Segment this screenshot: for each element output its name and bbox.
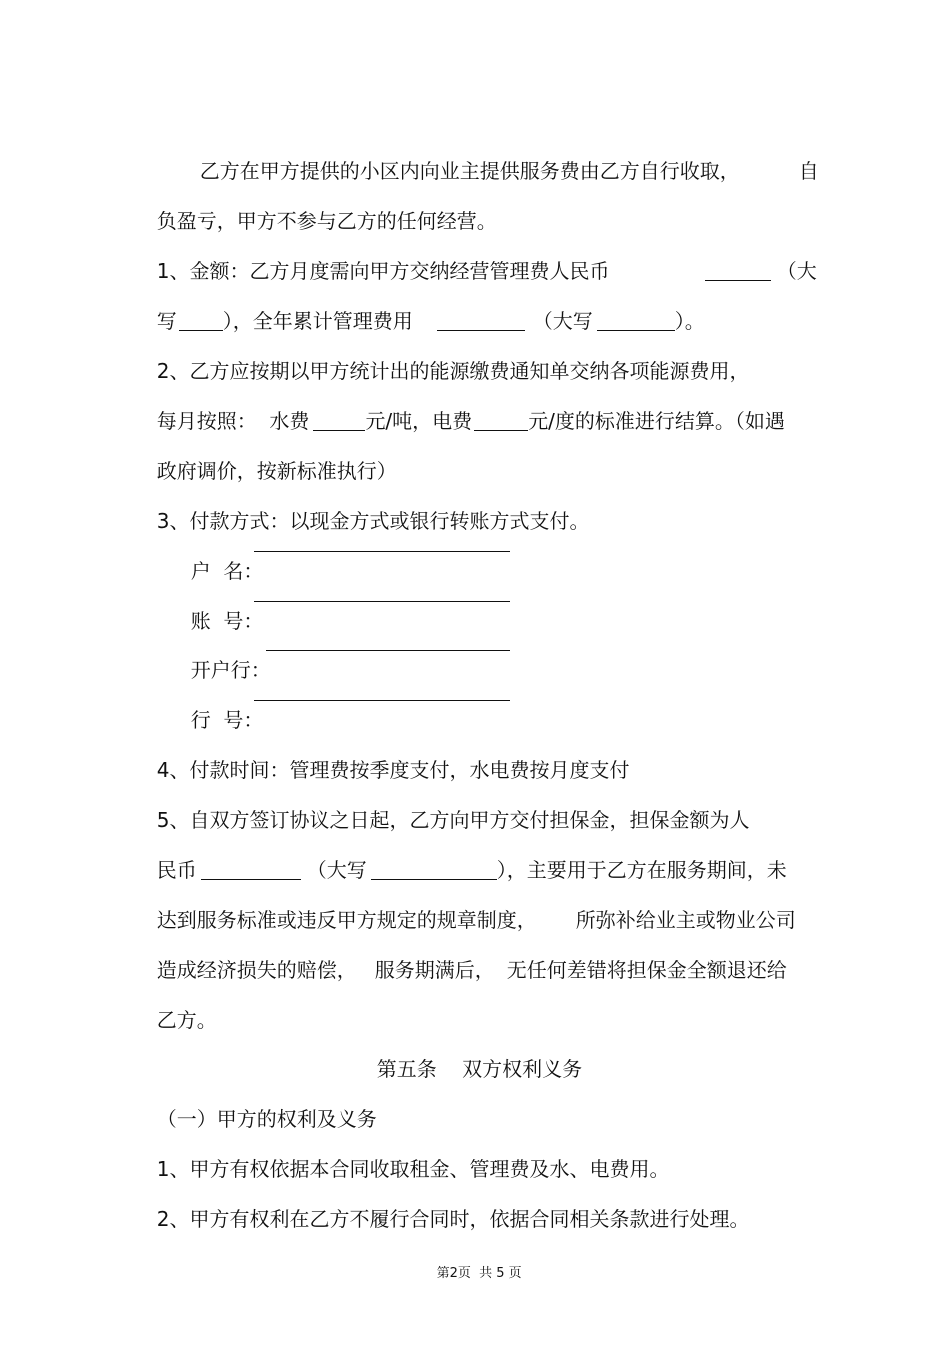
deposit-capital-blank[interactable]: [371, 859, 497, 880]
clause-5-text-2b: （大写: [306, 858, 367, 882]
clause-5-text-4c: 无任何差错将担保金全额退还给: [506, 958, 787, 982]
deposit-amount-blank[interactable]: [201, 859, 301, 880]
clause-1-line-2: [144, 279, 413, 333]
account-name-blank[interactable]: [254, 551, 510, 552]
intro-text-2: 负盈亏，甲方不参与乙方的任何经营。: [156, 209, 497, 233]
clause-5-line-4-end: [494, 928, 787, 982]
article-5-item-2-text: 2、甲方有权利在乙方不履行合同时，依据合同相关条款进行处理。: [156, 1207, 750, 1231]
intro-line-1-end: [786, 129, 819, 183]
intro-text-1a: 乙方在甲方提供的小区内向业主提供服务费由乙方自行收取，: [199, 159, 740, 183]
clause-1-text-2b: ），全年累计管理费用: [222, 309, 413, 333]
account-number-row: [178, 579, 518, 633]
clause-1-line-1-end: [764, 229, 817, 283]
intro-line-1: [187, 129, 740, 183]
page-number: 第2页 共 5 页: [436, 1266, 522, 1281]
clause-2-text-1: 2、乙方应按期以甲方统计出的能源缴费通知单交纳各项能源费用，: [156, 359, 750, 383]
account-number-blank[interactable]: [254, 601, 510, 602]
monthly-fee-capital-blank[interactable]: [179, 310, 223, 331]
clause-2-line-3: [144, 429, 397, 483]
clause-5-text-3a: 达到服务标准或违反甲方规定的规章制度，: [156, 908, 537, 932]
clause-1-text-1b: （大: [776, 259, 817, 283]
clause-5-text-4b: 服务期满后，: [374, 958, 495, 982]
clause-5-text-2a: 民币: [156, 858, 197, 882]
electric-fee-blank[interactable]: [474, 410, 528, 431]
clause-2-line-1: [144, 329, 750, 383]
article-5-title: [364, 1027, 583, 1081]
bank-branch-blank[interactable]: [266, 650, 510, 651]
article-5-item-1-text: 1、甲方有权依据本合同收取租金、管理费及水、电费用。: [156, 1157, 670, 1181]
annual-fee-blank[interactable]: [437, 310, 525, 331]
clause-5-text-5: 乙方。: [156, 1008, 217, 1032]
annual-fee-capital-blank[interactable]: [597, 310, 675, 331]
clause-5-text-2c: ），主要用于乙方在服务期间，未: [496, 858, 787, 882]
clause-3-line-1: [144, 479, 590, 533]
clause-2-line-2: [144, 379, 785, 433]
bank-code-row: [178, 678, 518, 732]
clause-4-line-1: [144, 728, 630, 782]
clause-5-text-4a: 造成经济损失的赔偿，: [156, 958, 357, 982]
clause-2-text-2c: 元/度的标准进行结算。（如遇: [528, 409, 785, 433]
clause-1-text-2c: （大写: [532, 309, 593, 333]
water-fee-blank[interactable]: [313, 410, 365, 431]
clause-5-text-1: 5、自双方签订协议之日起，乙方向甲方交付担保金，担保金额为人: [156, 808, 750, 832]
clause-1-text-1a: 1、金额：乙方月度需向甲方交纳经营管理费人民币: [156, 259, 610, 283]
clause-5-text-3b: 所弥补给业主或物业公司: [575, 908, 796, 932]
clause-1-line-2-mid: [424, 279, 705, 333]
clause-2-text-2a: 每月按照： 水费: [156, 409, 310, 433]
clause-5-line-5: [144, 978, 217, 1032]
clause-1-text-2a: 写: [156, 309, 177, 333]
clause-4-text-1: 4、付款时间：管理费按季度支付，水电费按月度支付: [156, 758, 630, 782]
bank-branch-label: 开户行：: [190, 658, 271, 682]
article-5-subtitle-text: （一）甲方的权利及义务: [156, 1107, 377, 1131]
clause-5-line-2: [144, 828, 787, 882]
intro-line-2: [144, 179, 497, 233]
account-name-label: 户 名：: [190, 559, 264, 583]
article-5-title-text: 第五条 双方权利义务: [376, 1057, 583, 1081]
bank-branch-row: [178, 628, 518, 682]
clause-5-line-4: [144, 928, 357, 982]
account-number-label: 账 号：: [190, 609, 264, 633]
clause-1-blank-monthly: [692, 229, 771, 257]
article-5-item-1: [144, 1127, 670, 1181]
clause-5-line-1: [144, 778, 750, 832]
monthly-fee-blank[interactable]: [705, 260, 771, 281]
clause-2-text-2b: 元/吨，电费: [365, 409, 473, 433]
intro-text-1b: 自: [798, 159, 819, 183]
clause-1-text-2d: ）。: [674, 309, 705, 333]
account-name-row: [178, 529, 518, 583]
clause-5-line-3: [144, 878, 537, 932]
clause-5-line-4-mid: [362, 928, 495, 982]
clause-3-text-1: 3、付款方式：以现金方式或银行转账方式支付。: [156, 509, 590, 533]
clause-1-line-1: [144, 229, 610, 283]
bank-code-blank[interactable]: [254, 700, 510, 701]
clause-5-line-3-end: [563, 878, 796, 932]
article-5-item-2: [144, 1177, 750, 1231]
article-5-subtitle: [144, 1077, 377, 1131]
page-footer: [0, 1247, 950, 1283]
clause-2-text-3: 政府调价，按新标准执行）: [156, 459, 397, 483]
bank-code-label: 行 号：: [190, 708, 264, 732]
